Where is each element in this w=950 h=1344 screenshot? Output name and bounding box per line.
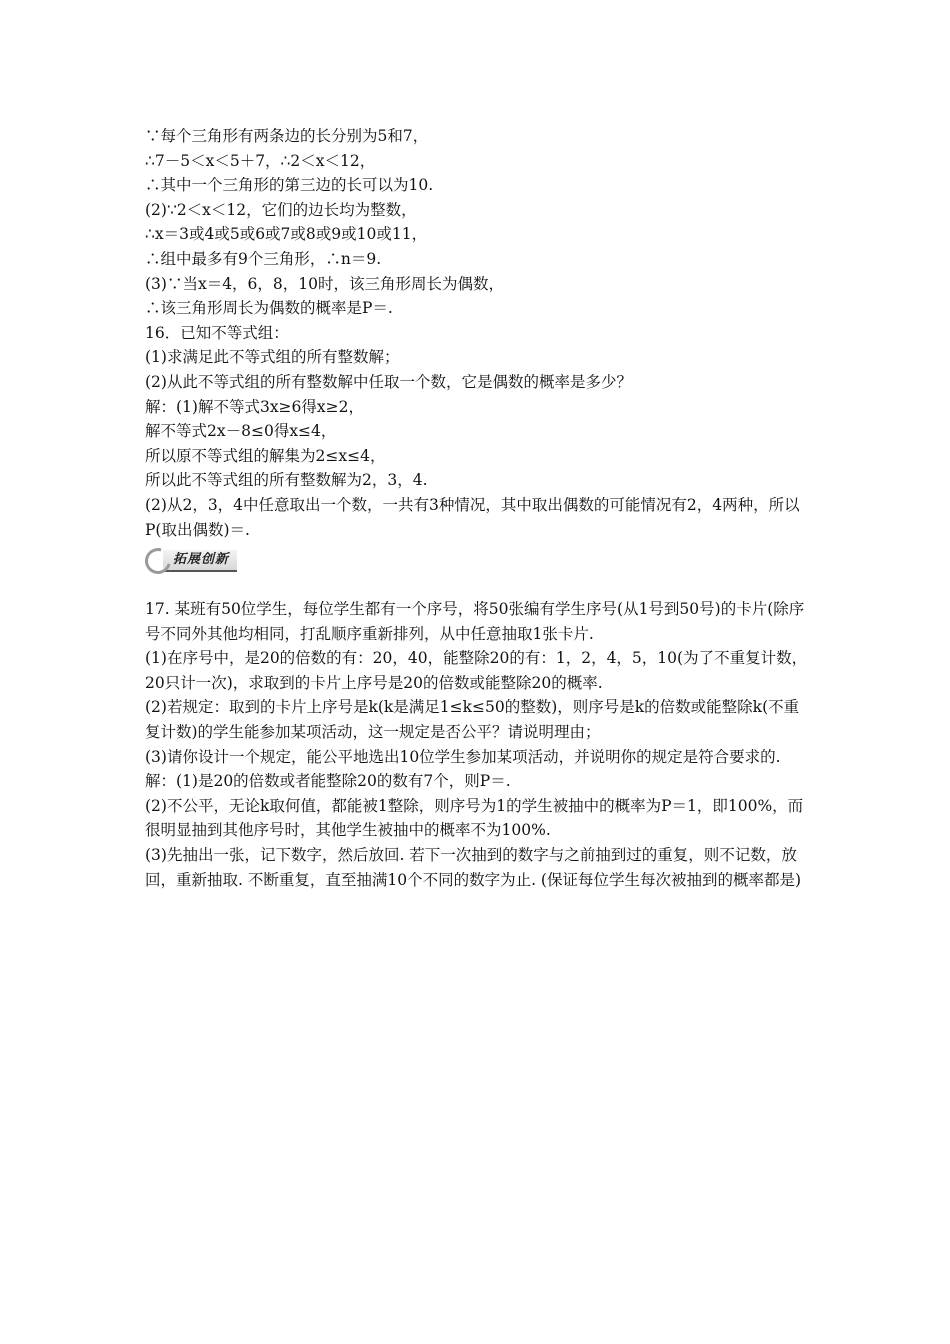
text-line: ∴x＝3或4或5或6或7或8或9或10或11， bbox=[145, 225, 428, 244]
solution-line: (2)从2，3，4中任意取出一个数，一共有3种情况，其中取出偶数的可能情况有2，4两种，所以P(取出偶数)＝. bbox=[145, 495, 800, 539]
solution-line: (2)不公平，无论k取何值，都能被1整除，则序号为1的学生被抽中的概率为P＝1，即100%，而很明显抽到其他序号时，其他学生被抽中的概率不为100%. bbox=[145, 796, 804, 840]
question-part: (2)从此不等式组的所有整数解中任取一个数，它是偶数的概率是多少？ bbox=[145, 372, 632, 391]
question-part: (1)在序号中，是20的倍数的有：20，40，能整除20的有：1，2，4，5，10(为了不重复计数，20只计一次)，求取到的卡片上序号是20的倍数或能整除20的概率. bbox=[145, 649, 808, 692]
question-part: (3)请你设计一个规定，能公平地选出10位学生参加某项活动，并说明你的规定是符合要求的. bbox=[145, 747, 781, 766]
document-content bbox=[145, 124, 813, 892]
solution-line: 解：(1)是20的倍数或者能整除20的数有7个，则P＝. bbox=[145, 772, 511, 791]
text-line: ∴7－5＜x＜5＋7，∴2＜x＜12， bbox=[145, 151, 376, 170]
text-line: ∴组中最多有9个三角形，∴n＝9. bbox=[145, 249, 382, 268]
solution-line: (3)先抽出一张，记下数字，然后放回. 若下一次抽到的数字与之前抽到过的重复，则不记数，放回，重新抽取. 不断重复，直至抽满10个不同的数字为止. (保证每位学生每次被抽到的概率都是) bbox=[145, 846, 802, 889]
solution-line: 解：(1)解不等式3x≥6得x≥2， bbox=[145, 397, 364, 416]
solution-line: 解不等式2x－8≤0得x≤4， bbox=[145, 422, 337, 441]
text-line: (3)∵当x＝4，6，8，10时，该三角形周长为偶数， bbox=[145, 274, 505, 293]
text-line: ∵每个三角形有两条边的长分别为5和7， bbox=[145, 127, 429, 145]
question-part: (1)求满足此不等式组的所有整数解； bbox=[145, 348, 400, 367]
question-part: (2)若规定：取到的卡片上序号是k(k是满足1≤k≤50的整数)，则序号是k的倍数或能整除k(不重复计数)的学生能参加某项活动，这一规定是否公平？请说明理由； bbox=[145, 698, 800, 742]
text-line: ∴该三角形周长为偶数的概率是P＝. bbox=[145, 299, 393, 318]
solution-line: 所以原不等式组的解集为2≤x≤4， bbox=[145, 446, 386, 465]
text-line: ∴其中一个三角形的第三边的长可以为10. bbox=[145, 176, 434, 195]
section-banner bbox=[145, 545, 813, 577]
text-line: (2)∵2＜x＜12，它们的边长均为整数， bbox=[145, 200, 417, 219]
section-banner-label: 拓展创新 bbox=[163, 550, 237, 572]
question-17-title: 17. 某班有50位学生，每位学生都有一个序号，将50张编有学生序号(从1号到50号)的卡片(除序号不同外其他均相同，打乱顺序重新排列，从中任意抽取1张卡片. bbox=[145, 600, 805, 643]
c-logo-icon bbox=[140, 543, 176, 579]
solution-line: 所以此不等式组的所有整数解为2，3，4. bbox=[145, 471, 428, 490]
question-16-title: 16．已知不等式组： bbox=[145, 323, 289, 342]
